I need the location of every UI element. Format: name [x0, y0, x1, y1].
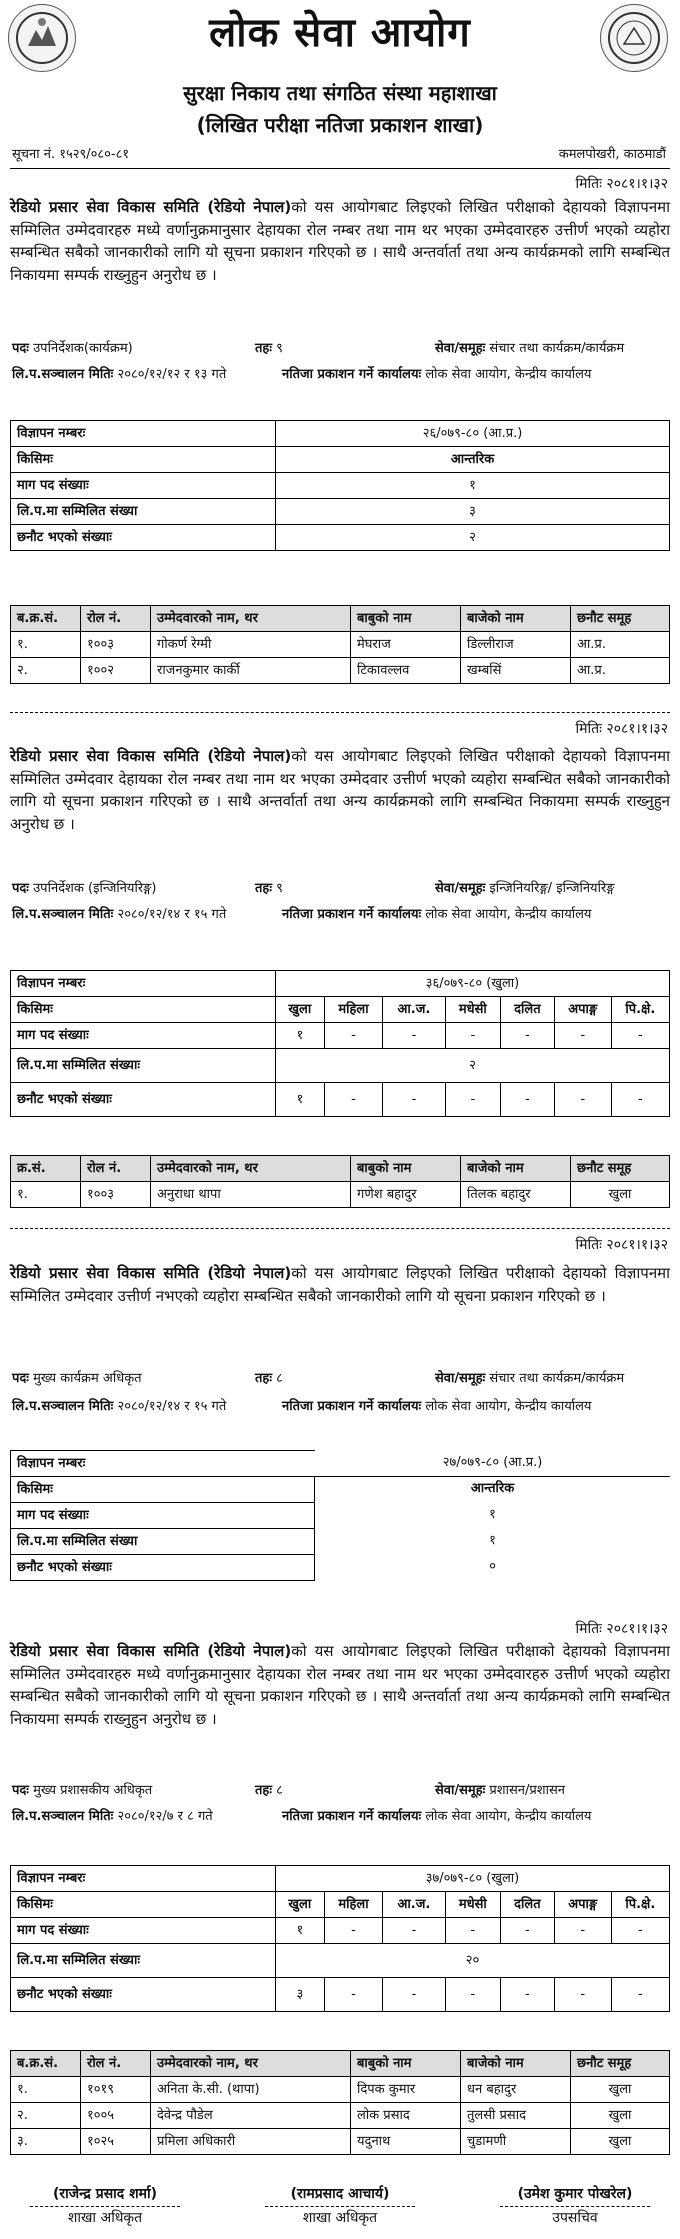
- table-row: किसिमः खुला महिला आ.ज. मधेसी दलित अपाङ्ग पि.क्षे.: [11, 997, 670, 1023]
- section-text: [10, 1262, 670, 1307]
- table-row: विज्ञापन नम्बरः ३७/०७९-८० (खुला): [11, 1866, 670, 1892]
- table-row: लि.प.मा सम्मिलित संख्या: [11, 1529, 315, 1555]
- advertisement-table: [10, 1865, 670, 2012]
- advertisement-table: [10, 1450, 315, 1581]
- level: तहः ८: [255, 1783, 283, 1798]
- service-group: सेवा/समूहः संचार तथा कार्यक्रम/कार्यक्रम: [435, 1371, 625, 1386]
- notice-body: को यस आयोगबाट लिइएको लिखित परीक्षाको देहायको विज्ञापनमा सम्मिलित उम्मेदवार देहायका रोल नम्बर तथा नाम थर भएका उम्मेदवार उत्तीर्ण भएको व्यहोरा सम्बन्धित सबैको जानकारीको लागि यो सूचना प्रकाशन गरिएको छ । साथै अन्तर्वार्ता तथा अन्य कार्यक्रमको लागि सम्बन्धित निकायमा सम्पर्क राख्नुहुन अनुरोध छ ।: [10, 747, 670, 833]
- advertisement-table: [10, 420, 670, 551]
- exam-date: लि.प.सञ्चालन मितिः २०८०/१२/१२ र १३ गते: [12, 367, 227, 382]
- signatory-name: (उमेश कुमार पोखरेल): [517, 2186, 633, 2202]
- table-header: ब.क्र.सं. रोल नं. उम्मेदवारको नाम, थर बाबुको नाम बाजेको नाम छनौट समूह: [11, 2051, 670, 2077]
- section-date: मितिः २०८१।१।३२: [575, 176, 668, 192]
- level: तहः ९: [255, 881, 283, 896]
- table-row: माग पद संख्याः १ - - - - - -: [11, 1918, 670, 1944]
- table-row: छनौट भएको संख्याः ३ - - - - - -: [11, 1978, 670, 2012]
- table-row: माग पद संख्याः १ - - - - - -: [11, 1023, 670, 1049]
- table-row: किसिमः खुला महिला आ.ज. मधेसी दलित अपाङ्ग पि.क्षे.: [11, 1892, 670, 1918]
- result-office: नतिजा प्रकाशन गर्ने कार्यालयः लोक सेवा आयोग, केन्द्रीय कार्यालय: [282, 907, 592, 922]
- table-header: ब.क्र.सं. रोल नं. उम्मेदवारको नाम, थर बाबुको नाम बाजेको नाम छनौट समूह: [11, 606, 670, 632]
- result-office: नतिजा प्रकाशन गर्ने कार्यालयः लोक सेवा आयोग, केन्द्रीय कार्यालय: [282, 367, 592, 382]
- result-office: नतिजा प्रकाशन गर्ने कार्यालयः लोक सेवा आयोग, केन्द्रीय कार्यालय: [282, 1809, 592, 1824]
- table-row: १. १०१९ अनिता के.सी. (थापा) दिपक कुमार धन बहादुर खुला: [11, 2077, 670, 2103]
- signature-block: [255, 2185, 425, 2228]
- table-row: किसिमः: [11, 1477, 315, 1503]
- service-group: सेवा/समूहः संचार तथा कार्यक्रम/कार्यक्रम: [435, 341, 625, 356]
- table-row: छनौट भएको संख्याः १ - - - - - -: [11, 1083, 670, 1117]
- results-table: [10, 2050, 670, 2155]
- section-date: मितिः २०८१।१।३२: [575, 721, 668, 737]
- section-date: मितिः २०८१।१।३२: [575, 1237, 668, 1253]
- section-date: मितिः २०८१।१।३२: [575, 1621, 668, 1637]
- table-row: छनौट भएको संख्याः २: [11, 525, 670, 551]
- post: पदः उपनिर्देशक(कार्यक्रम): [12, 341, 133, 356]
- table-row: लि.प.मा सम्मिलित संख्याः २: [11, 1049, 670, 1083]
- table-row: विज्ञापन नम्बरः: [11, 1451, 315, 1477]
- post: पदः मुख्य कार्यक्रम अधिकृत: [12, 1371, 142, 1386]
- advertisement-values: २७/०७९-८० (आ.प्र.) आन्तरिक १ १ ०: [315, 1450, 670, 1580]
- location: कमलपोखरी, काठमाडौं: [558, 147, 666, 162]
- table-row: लि.प.मा सम्मिलित संख्या ३: [11, 499, 670, 525]
- results-table: [10, 1155, 670, 1208]
- table-header: क्र.सं. रोल नं. उम्मेदवारको नाम, थर बाबुको नाम बाजेको नाम छनौट समूह: [11, 1156, 670, 1182]
- advertisement-table: [10, 970, 670, 1117]
- results-table: [10, 605, 670, 684]
- section-text: [10, 1640, 670, 1730]
- level: तहः ८: [255, 1371, 283, 1386]
- exam-date: लि.प.सञ्चालन मितिः २०८०/१२/१४ र १५ गते: [12, 1399, 227, 1414]
- table-row: १. १००३ गोकर्ण रेग्मी मेघराज डिल्लीराज आ.प्र.: [11, 632, 670, 658]
- page-subtitle-2: (लिखित परीक्षा नतिजा प्रकाशन शाखा): [196, 113, 484, 137]
- level: तहः ९: [255, 341, 283, 356]
- table-row: छनौट भएको संख्याः: [11, 1555, 315, 1581]
- notice-body: को यस आयोगबाट लिइएको लिखित परीक्षाको देहायको विज्ञापनमा सम्मिलित उम्मेदवार उत्तीर्ण नभएको व्यहोरा सम्बन्धित सबैको जानकारीको लागि यो सूचना प्रकाशन गरिएको छ ।: [10, 1264, 670, 1305]
- post: पदः उपनिर्देशक (इन्जिनियरिङ्ग): [12, 881, 157, 896]
- org-name: रेडियो प्रसार सेवा विकास समिति (रेडियो नेपाल): [10, 198, 292, 216]
- table-row: १. १००३ अनुराधा थापा गणेश बहादुर तिलक बहादुर खुला: [11, 1182, 670, 1208]
- signatory-name: (राजेन्द्र प्रसाद शर्मा): [52, 2186, 158, 2202]
- notice-number: सूचना नं. १५२९/०८०-८१: [12, 147, 130, 162]
- section-text: [10, 745, 670, 835]
- org-name: रेडियो प्रसार सेवा विकास समिति (रेडियो नेपाल): [10, 747, 292, 765]
- exam-date: लि.प.सञ्चालन मितिः २०८०/१२/१४ र १५ गते: [12, 907, 227, 922]
- service-group: सेवा/समूहः इन्जिनियरिङ्ग/ इन्जिनियरिङ्ग: [435, 881, 615, 896]
- signature-block: [20, 2185, 190, 2228]
- table-row: किसिमः आन्तरिक: [11, 447, 670, 473]
- signatory-title: शाखा अधिकृत: [67, 2209, 143, 2226]
- signatory-title: शाखा अधिकृत: [302, 2209, 378, 2226]
- post: पदः मुख्य प्रशासकीय अधिकृत: [12, 1783, 153, 1798]
- signature-block: [490, 2185, 660, 2228]
- page-title: लोक सेवा आयोग: [209, 10, 471, 56]
- org-name: रेडियो प्रसार सेवा विकास समिति (रेडियो नेपाल): [10, 1264, 292, 1282]
- header: [0, 0, 680, 170]
- table-row: लि.प.मा सम्मिलित संख्याः २०: [11, 1944, 670, 1978]
- org-name: रेडियो प्रसार सेवा विकास समिति (रेडियो नेपाल): [10, 1642, 292, 1660]
- table-row: माग पद संख्याः १: [11, 473, 670, 499]
- notice-body: को यस आयोगबाट लिइएको लिखित परीक्षाको देहायको विज्ञापनमा सम्मिलित उम्मेदवारहरु मध्ये वर्णानुक्रमानुसार देहायका रोल नम्बर तथा नाम थर भएका उम्मेदवारहरु उत्तीर्ण भएको व्यहोरा सम्बन्धित सबैको जानकारीको लागि यो सूचना प्रकाशन गरिएको छ । साथै अन्तर्वार्ता तथा अन्य कार्यक्रमको लागि सम्बन्धित निकायमा सम्पर्क राख्नुहुन अनुरोध छ ।: [10, 198, 670, 284]
- table-row: माग पद संख्याः: [11, 1503, 315, 1529]
- section-text: [10, 196, 670, 286]
- signatory-name: (रामप्रसाद आचार्य): [290, 2186, 390, 2202]
- exam-date: लि.प.सञ्चालन मितिः २०८०/१२/७ र ८ गते: [12, 1809, 213, 1824]
- table-row: ३. १०२५ प्रमिला अधिकारी यदुनाथ चुडामणी खुला: [11, 2129, 670, 2155]
- notice-body: को यस आयोगबाट लिइएको लिखित परीक्षाको देहायको विज्ञापनमा सम्मिलित उम्मेदवारहरु मध्ये वर्णानुक्रमानुसार देहायका रोल नम्बर तथा नाम थर भएका उम्मेदवारहरु उत्तीर्ण भएको व्यहोरा सम्बन्धित सबैको जानकारीको लागि यो सूचना प्रकाशन गरिएको छ । साथै अन्तर्वार्ता तथा अन्य कार्यक्रमको लागि सम्बन्धित निकायमा सम्पर्क राख्नुहुन अनुरोध छ ।: [10, 1642, 670, 1728]
- table-row: विज्ञापन नम्बरः २६/०७९-८० (आ.प्र.): [11, 421, 670, 447]
- table-row: २. १००५ देवेन्द्र पौडेल लोक प्रसाद तुलसी प्रसाद खुला: [11, 2103, 670, 2129]
- signatory-title: उपसचिव: [552, 2209, 598, 2226]
- result-office: नतिजा प्रकाशन गर्ने कार्यालयः लोक सेवा आयोग, केन्द्रीय कार्यालय: [282, 1399, 592, 1414]
- table-row: २. १००२ राजनकुमार कार्की टिकावल्लव खम्बसिं आ.प्र.: [11, 658, 670, 684]
- table-row: विज्ञापन नम्बरः ३६/०७९-८० (खुला): [11, 971, 670, 997]
- page-subtitle: सुरक्षा निकाय तथा संगठित संस्था महाशाखा: [183, 81, 497, 105]
- service-group: सेवा/समूहः प्रशासन/प्रशासन: [435, 1783, 565, 1798]
